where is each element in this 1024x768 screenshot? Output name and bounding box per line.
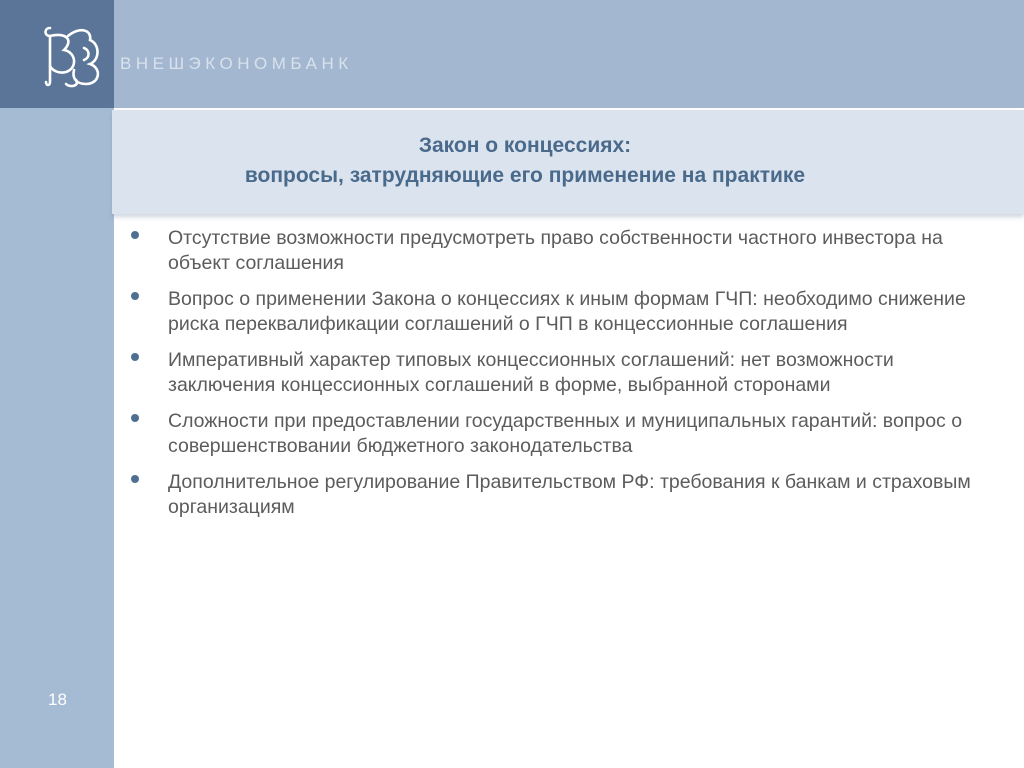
bullet-dot-icon xyxy=(131,414,139,422)
title-band xyxy=(112,110,1024,214)
bullet-text: Отсутствие возможности предусмотреть право собственности частного инвестора на объект соглашения xyxy=(168,227,943,274)
bullet-text: Императивный характер типовых концессионных соглашений: нет возможности заключения концессионных соглашений в форме, выбранной сторонами xyxy=(168,349,894,396)
bullet-item xyxy=(128,470,988,519)
bullet-item xyxy=(128,226,988,275)
bullet-dot-icon xyxy=(131,475,139,483)
bullet-item xyxy=(128,409,988,458)
veb-logo-icon xyxy=(40,22,106,90)
bullet-item xyxy=(128,287,988,336)
brand-name: ВНЕШЭКОНОМБАНК xyxy=(120,54,353,73)
bullet-text: Вопрос о применении Закона о концессиях к иным формам ГЧП: необходимо снижение риска переквалификации соглашений о ГЧП в концессионные соглашения xyxy=(168,288,966,335)
slide-title-line2: вопросы, затрудняющие его применение на практике xyxy=(244,164,806,187)
bullet-dot-icon xyxy=(131,292,139,300)
slide-title-line1: Закон о концессиях: xyxy=(418,134,632,157)
bullet-item xyxy=(128,348,988,397)
page-number: 18 xyxy=(48,690,67,709)
bullet-dot-icon xyxy=(131,231,139,239)
bullet-text: Сложности при предоставлении государственных и муниципальных гарантий: вопрос о совершенствовании бюджетного законодательства xyxy=(168,410,963,457)
bullet-list xyxy=(128,226,988,531)
logo-box xyxy=(0,0,114,108)
bullet-dot-icon xyxy=(131,353,139,361)
bullet-text: Дополнительное регулирование Правительством РФ: требования к банкам и страховым организациям xyxy=(168,471,971,518)
left-sidebar-strip xyxy=(0,108,114,768)
